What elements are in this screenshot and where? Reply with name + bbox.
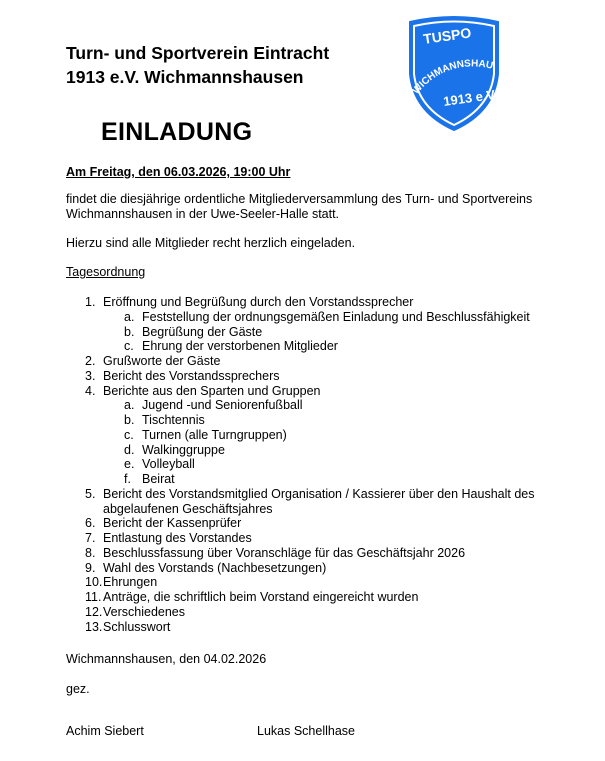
agenda-item: 1. Eröffnung und Begrüßung durch den Vorstandssprecher	[85, 295, 414, 309]
place-date: Wichmannshausen, den 04.02.2026	[66, 652, 267, 666]
logo-text-middle: WICHMANNSHAUSEN	[410, 58, 494, 97]
logo-text-top: TUSPO	[422, 24, 473, 47]
signature-left: Achim Siebert	[66, 724, 144, 738]
organization-name	[66, 41, 329, 89]
agenda-subitem: c. Turnen (alle Turngruppen)	[124, 427, 287, 442]
logo-text-bottom: 1913 e.V.	[442, 86, 499, 109]
agenda-item: 9. Wahl des Vorstands (Nachbesetzungen)	[85, 560, 327, 575]
meeting-date: Am Freitag, den 06.03.2026, 19:00 Uhr	[66, 165, 291, 179]
signature-right: Lukas Schellhase	[257, 724, 355, 738]
org-line-1: Turn- und Sportverein Eintracht	[66, 43, 330, 63]
agenda-item: 2. Grußworte der Gäste	[85, 354, 221, 368]
agenda-item: 7. Entlastung des Vorstandes	[85, 531, 252, 545]
agenda-item: 11. Anträge, die schriftlich beim Vorstand eingereicht wurden	[85, 590, 419, 604]
org-line-2: 1913 e.V. Wichmannshausen	[66, 67, 304, 87]
agenda-subitem: a. Jugend -und Seniorenfußball	[124, 398, 303, 413]
agenda-item: 8. Beschlussfassung über Voranschläge für das Geschäftsjahr 2026	[85, 545, 466, 560]
signed-label: gez.	[66, 682, 90, 696]
page-title: EINLADUNG	[101, 118, 253, 146]
agenda-item: 13. Schlusswort	[85, 619, 171, 634]
agenda-subitem: f. Beirat	[124, 472, 175, 486]
agenda-item: 6. Bericht der Kassenprüfer	[85, 516, 242, 531]
agenda-heading: Tagesordnung	[66, 265, 146, 279]
agenda-list	[0, 295, 605, 634]
agenda-subitem: b. Begrüßung der Gäste	[124, 324, 263, 339]
agenda-subitem: c. Ehrung der verstorbenen Mitglieder	[124, 339, 338, 354]
intro-paragraph: findet die diesjährige ordentliche Mitgliederversammlung des Turn- und Sportvereins Wichmannshausen in der Uwe-Seeler-Halle statt.	[66, 192, 533, 221]
agenda-item: 4. Berichte aus den Sparten und Gruppen	[85, 383, 321, 398]
club-logo	[404, 14, 504, 132]
agenda-item: 10. Ehrungen	[85, 575, 158, 590]
agenda-item: 3. Bericht des Vorstandssprechers	[85, 368, 280, 383]
agenda-item: 5. Bericht des Vorstandsmitglied Organisation / Kassierer über den Haushalt des abgelaufenen Geschäftsjahres	[85, 486, 535, 516]
agenda-subitem: d. Walkinggruppe	[124, 442, 225, 457]
invitation-text: Hierzu sind alle Mitglieder recht herzlich eingeladen.	[66, 236, 356, 250]
agenda-subitem: a. Feststellung der ordnungsgemäßen Einladung und Beschlussfähigkeit	[124, 309, 530, 324]
agenda-item: 12. Verschiedenes	[85, 604, 186, 619]
agenda-subitem: e. Volleyball	[124, 457, 195, 472]
agenda-subitem: b. Tischtennis	[124, 413, 205, 427]
